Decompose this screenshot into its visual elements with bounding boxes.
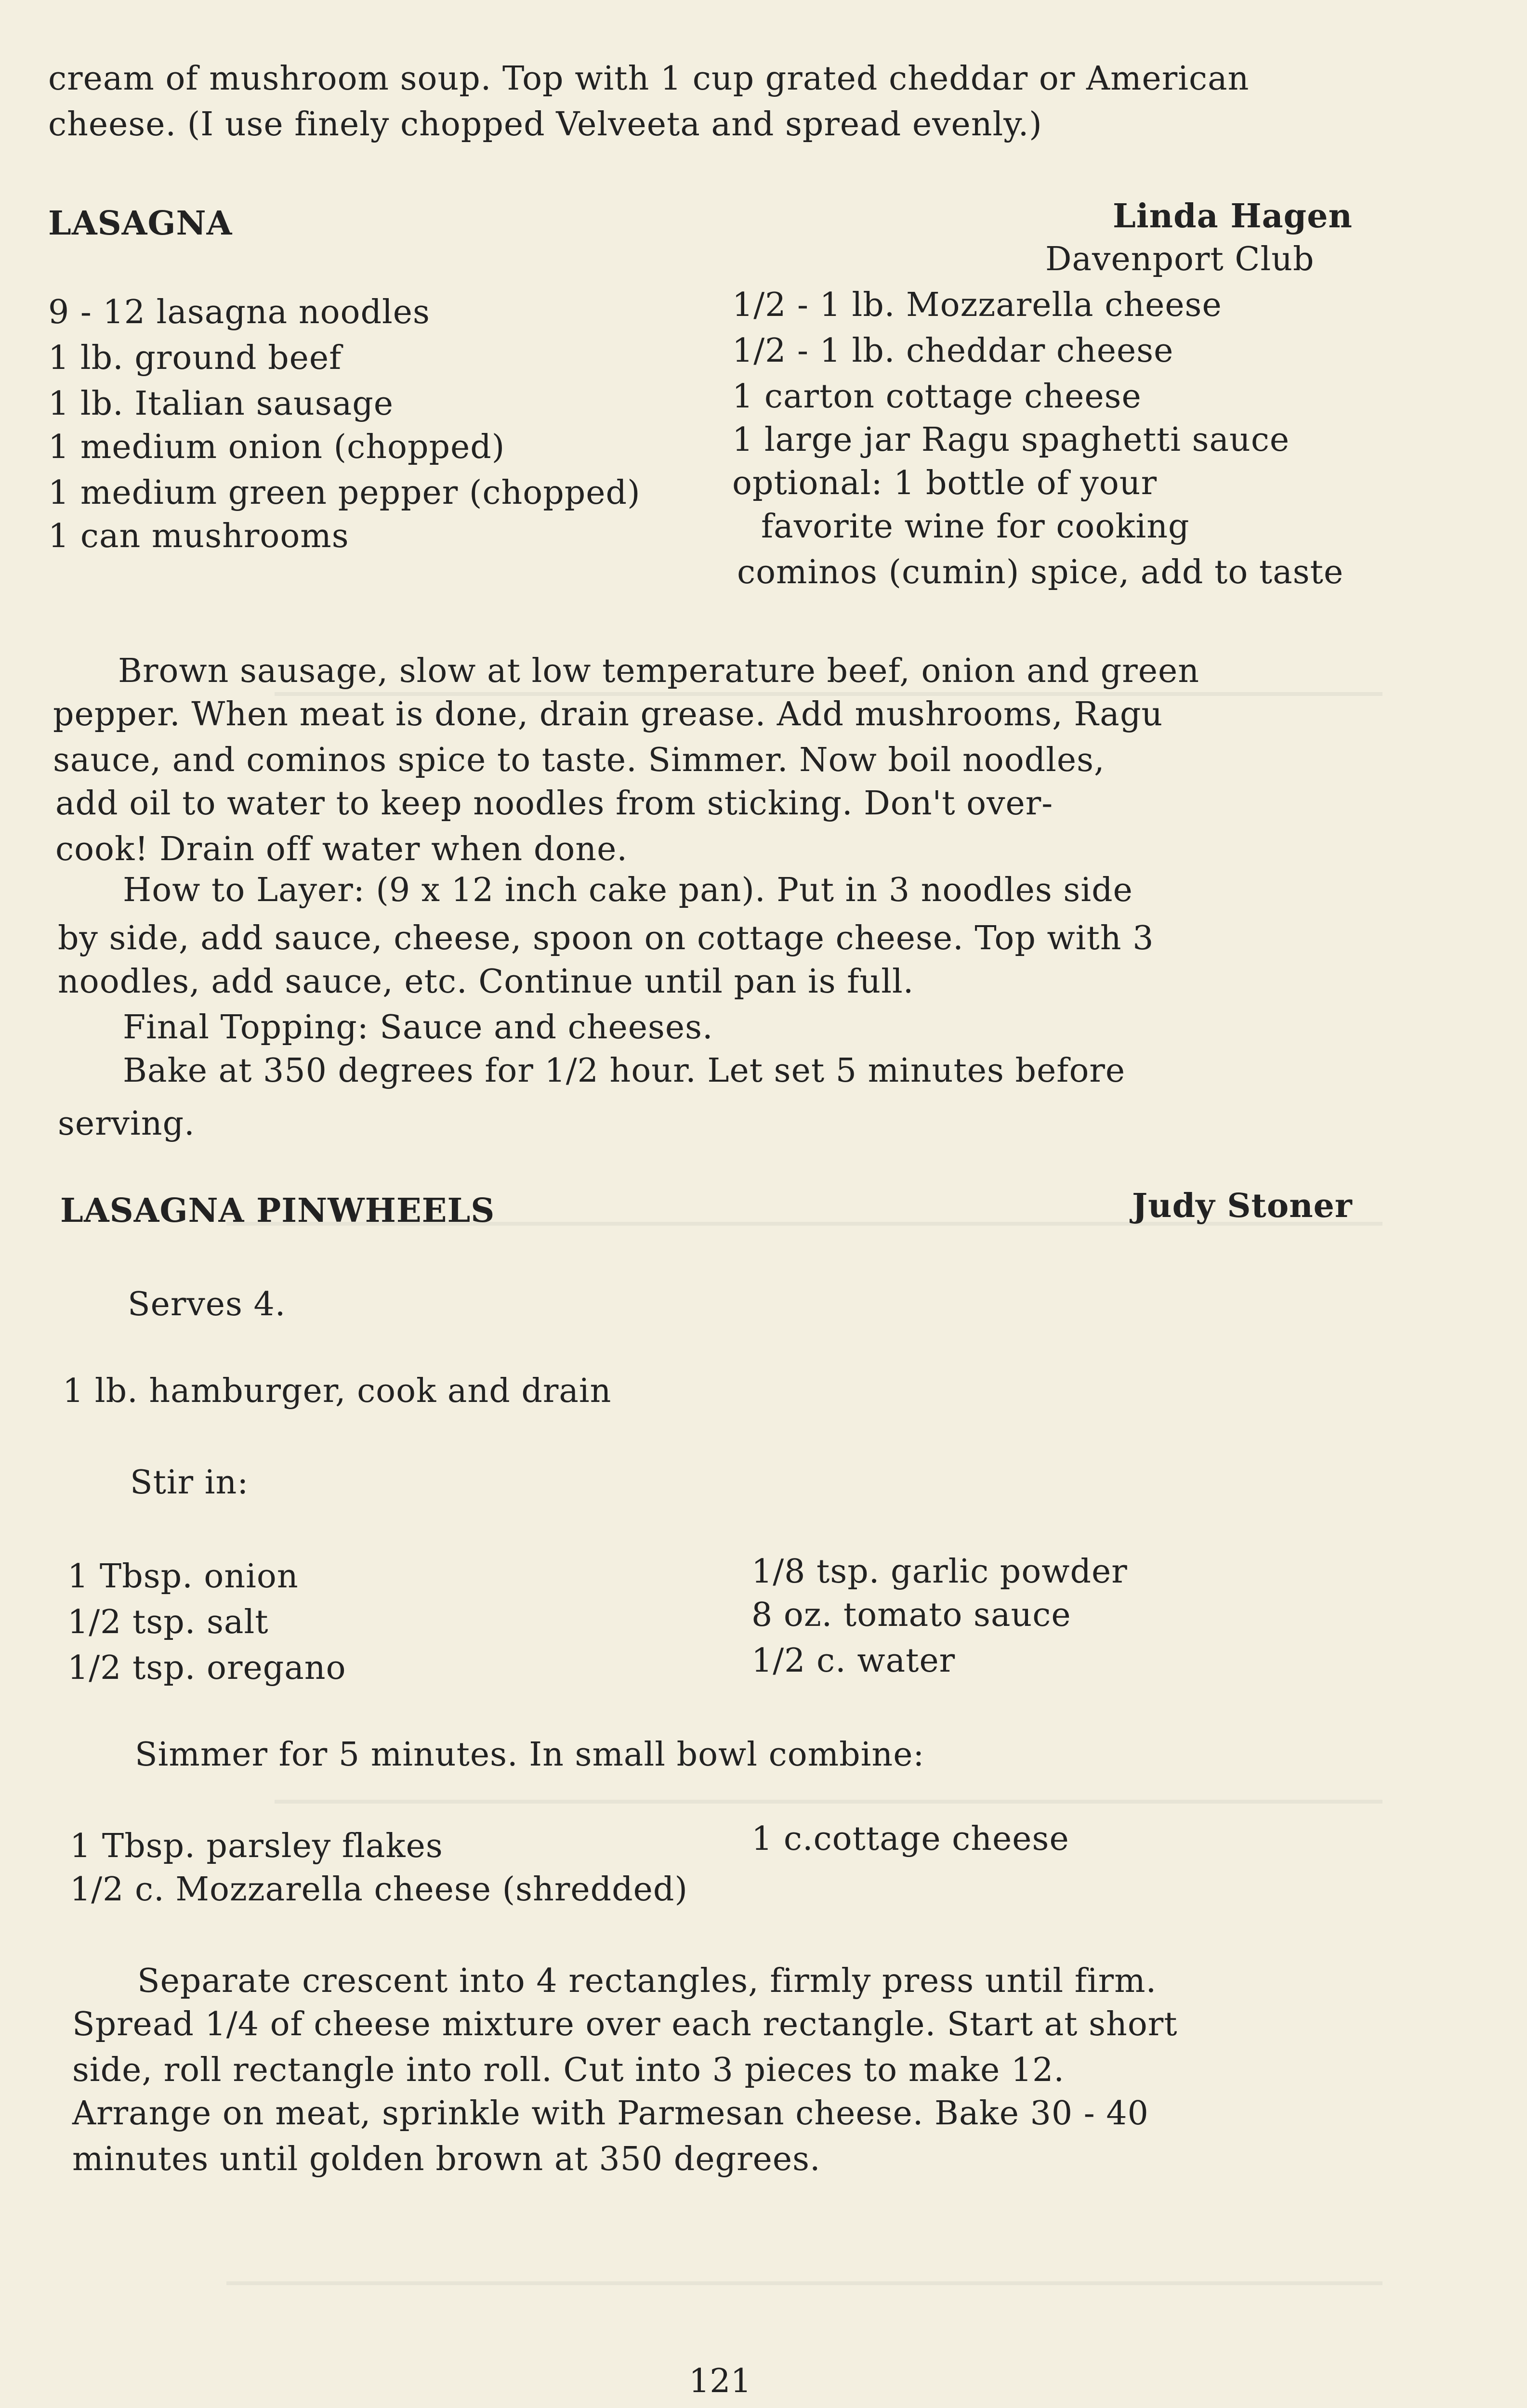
intro-line-2: cheese. (I use finely chopped Velveeta and spread evenly.) xyxy=(48,105,1042,144)
lasagna-direction: add oil to water to keep noodles from sticking. Don't over- xyxy=(55,785,1053,823)
stir-ingredient: 1/8 tsp. garlic powder xyxy=(751,1553,1128,1591)
pinwheels-direction: Spread 1/4 of cheese mixture over each rectangle. Start at short xyxy=(72,2005,1178,2043)
lasagna-ingredient: 1 medium green pepper (chopped) xyxy=(48,474,641,512)
pinwheels-direction: minutes until golden brown at 350 degrees. xyxy=(72,2140,821,2178)
lasagna-ingredient: 9 - 12 lasagna noodles xyxy=(48,293,430,331)
combine-ingredient: 1 Tbsp. parsley flakes xyxy=(70,1827,443,1865)
pinwheels-stir-in: Stir in: xyxy=(130,1464,249,1502)
lasagna-ingredient: 1 medium onion (chopped) xyxy=(48,428,505,466)
lasagna-direction: noodles, add sauce, etc. Continue until pan is full. xyxy=(58,963,914,1001)
lasagna-ingredient: 1 lb. ground beef xyxy=(48,339,342,377)
lasagna-direction: pepper. When meat is done, drain grease. Add mushrooms, Ragu xyxy=(53,695,1163,733)
lasagna-ingredient: 1 carton cottage cheese xyxy=(732,378,1142,416)
lasagna-direction: How to Layer: (9 x 12 inch cake pan). Put in 3 noodles side xyxy=(123,871,1133,909)
intro-line-1: cream of mushroom soup. Top with 1 cup grated cheddar or American xyxy=(48,60,1250,98)
lasagna-title: LASAGNA xyxy=(48,204,233,243)
lasagna-ingredient: 1/2 - 1 lb. cheddar cheese xyxy=(732,332,1174,370)
pinwheels-meat: 1 lb. hamburger, cook and drain xyxy=(63,1372,612,1410)
stir-ingredient: 1/2 tsp. oregano xyxy=(67,1649,346,1687)
lasagna-ingredient: 1 large jar Ragu spaghetti sauce xyxy=(732,421,1290,459)
pinwheels-title: LASAGNA PINWHEELS xyxy=(60,1191,495,1230)
pinwheels-direction: Separate crescent into 4 rectangles, firmly press until firm. xyxy=(137,1962,1157,2000)
lasagna-ingredient: 1 lb. Italian sausage xyxy=(48,385,394,423)
stir-ingredient: 1/2 tsp. salt xyxy=(67,1603,269,1641)
lasagna-direction: Bake at 350 degrees for 1/2 hour. Let set 5 minutes before xyxy=(123,1052,1126,1090)
page-number: 121 xyxy=(689,2362,751,2400)
lasagna-author: Linda Hagen xyxy=(1113,197,1353,236)
lasagna-club: Davenport Club xyxy=(1045,240,1315,278)
stir-ingredient: 8 oz. tomato sauce xyxy=(751,1596,1071,1634)
pinwheels-direction: Arrange on meat, sprinkle with Parmesan cheese. Bake 30 - 40 xyxy=(72,2094,1149,2133)
combine-ingredient: 1/2 c. Mozzarella cheese (shredded) xyxy=(70,1871,688,1909)
lasagna-direction: by side, add sauce, cheese, spoon on cottage cheese. Top with 3 xyxy=(58,919,1154,957)
combine-ingredient: 1 c.cottage cheese xyxy=(751,1820,1069,1858)
pinwheels-simmer: Simmer for 5 minutes. In small bowl combine: xyxy=(135,1736,925,1774)
lasagna-direction: cook! Drain off water when done. xyxy=(55,830,628,868)
lasagna-direction: Brown sausage, slow at low temperature beef, onion and green xyxy=(118,652,1200,690)
lasagna-ingredient: 1 can mushrooms xyxy=(48,517,349,555)
stir-ingredient: 1/2 c. water xyxy=(751,1642,956,1680)
lasagna-direction: sauce, and cominos spice to taste. Simmer. Now boil noodles, xyxy=(53,741,1105,779)
pinwheels-author: Judy Stoner xyxy=(1132,1187,1353,1225)
lasagna-ingredient: 1/2 - 1 lb. Mozzarella cheese xyxy=(732,286,1222,324)
lasagna-ingredient: favorite wine for cooking xyxy=(761,508,1190,546)
pinwheels-direction: side, roll rectangle into roll. Cut into 3 pieces to make 12. xyxy=(72,2051,1065,2089)
lasagna-ingredient: optional: 1 bottle of your xyxy=(732,464,1158,502)
pinwheels-serves: Serves 4. xyxy=(128,1285,286,1323)
lasagna-ingredient: cominos (cumin) spice, add to taste xyxy=(737,553,1344,591)
stir-ingredient: 1 Tbsp. onion xyxy=(67,1557,299,1596)
lasagna-direction: serving. xyxy=(58,1105,195,1143)
lasagna-direction: Final Topping: Sauce and cheeses. xyxy=(123,1008,713,1047)
